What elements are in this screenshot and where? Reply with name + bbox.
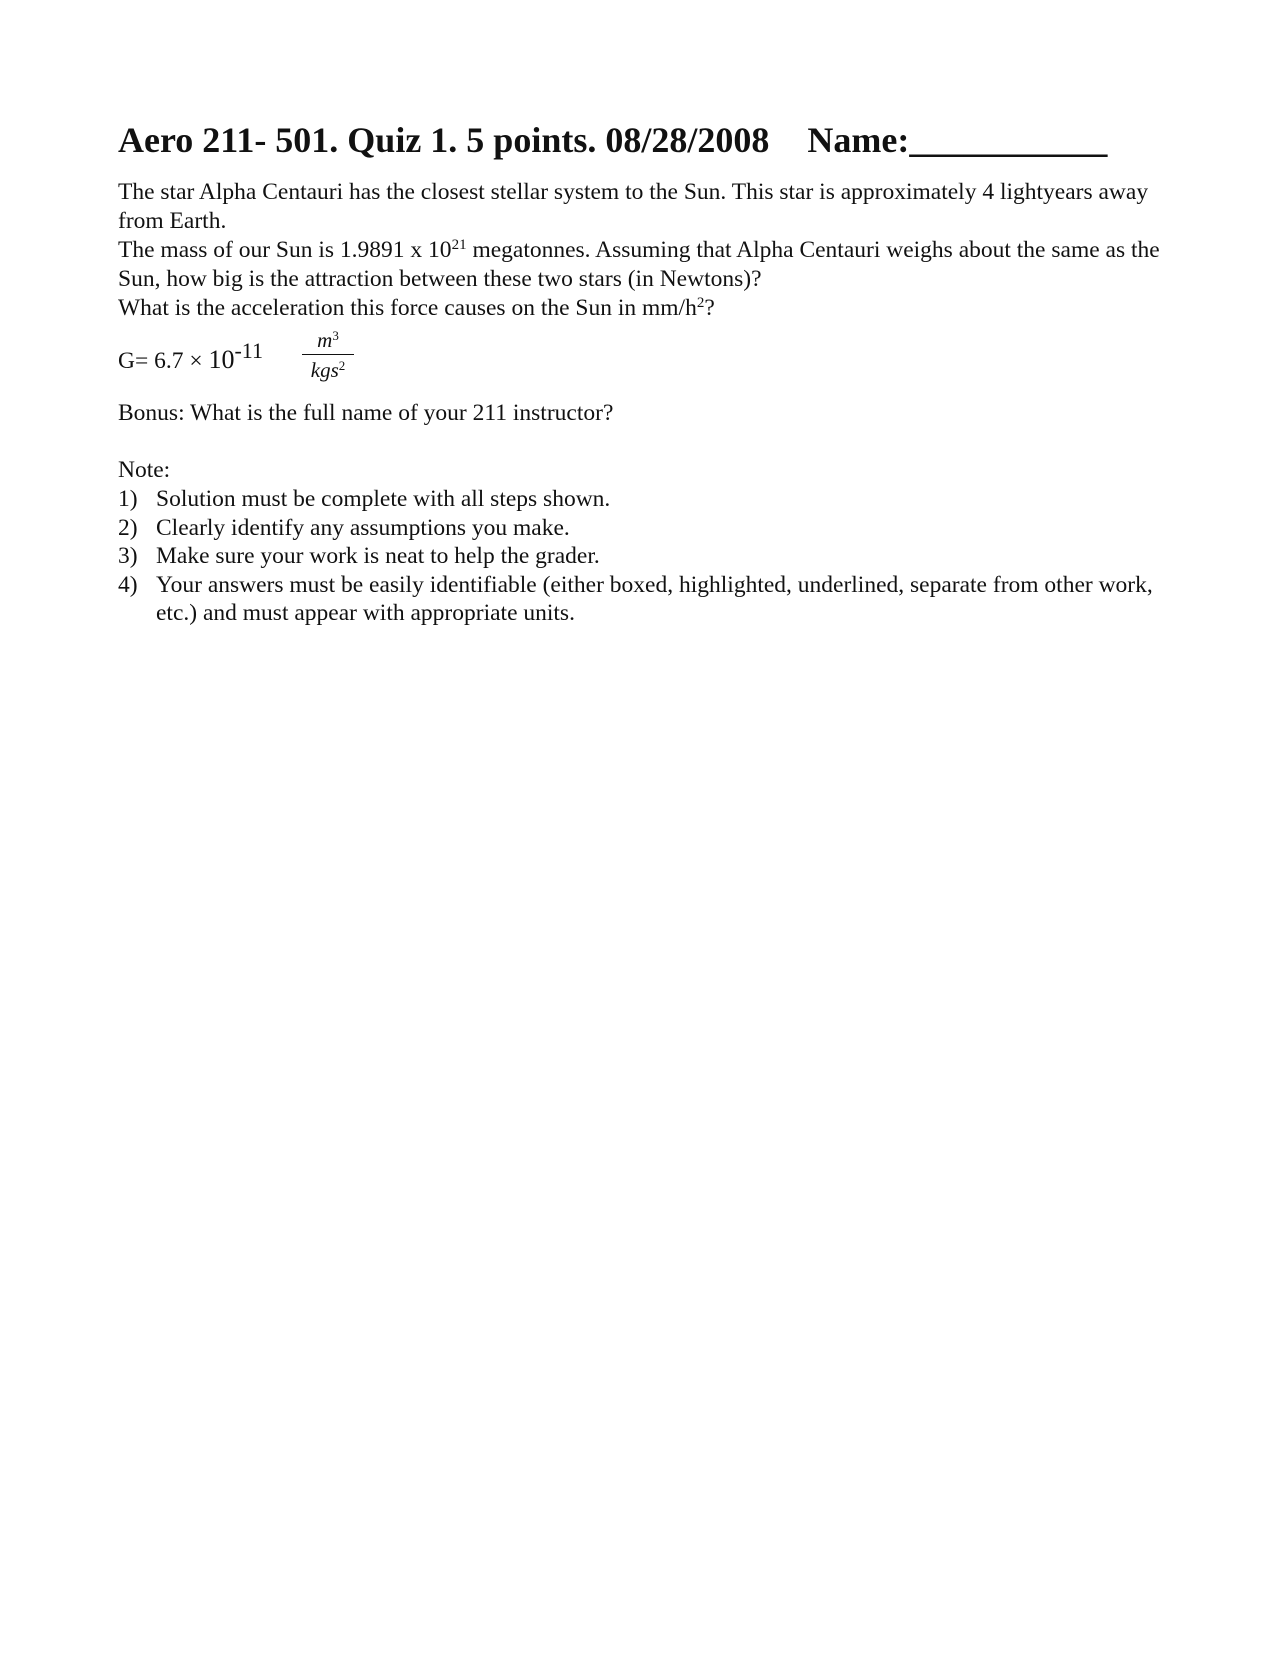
- paragraph-alpha-centauri: [118, 178, 1168, 236]
- item-number: 3): [118, 543, 138, 569]
- quiz-header: Aero 211- 501. Quiz 1. 5 points. 08/28/2008: [118, 120, 770, 160]
- fraction-bar: [302, 354, 354, 355]
- formula-base: 10: [208, 345, 235, 374]
- paragraph-1-text: The star Alpha Centauri has the closest stellar system to the Sun. This star is approximately 4 lightyears away from Earth.: [118, 179, 1149, 234]
- name-field: Name:___________: [807, 120, 1108, 160]
- paragraph-sun-mass: [118, 236, 1168, 294]
- fraction-denominator: [302, 357, 354, 383]
- list-item: [118, 571, 1168, 628]
- formula-units-fraction: [302, 327, 354, 383]
- list-item: [118, 514, 1168, 543]
- gravitational-constant-formula: [118, 327, 1168, 393]
- note-list: [118, 485, 1168, 628]
- paragraph-2-end: megatonnes. Assuming that Alpha Centauri weighs about the same as the Sun, how big is the attraction between these two stars (in Newtons)?: [118, 237, 1160, 292]
- item-text: Make sure your work is neat to help the grader.: [156, 543, 600, 569]
- bonus-question: Bonus: What is the full name of your 211 instructor?: [118, 400, 614, 426]
- formula-exponent: -11: [234, 338, 263, 364]
- list-item: [118, 485, 1168, 514]
- paragraph-3-end: ?: [704, 295, 715, 321]
- item-number: 4): [118, 571, 138, 598]
- denominator-unit: kgs: [310, 358, 339, 382]
- denominator-exponent: 2: [338, 357, 346, 373]
- document-page: [118, 120, 1168, 628]
- formula-prefix: G= 6.7 ×: [118, 348, 209, 374]
- paragraph-3-start: What is the acceleration this force causes on the Sun in mm/h: [118, 295, 697, 321]
- paragraph-2-start: The mass of our Sun is 1.9891 x 10: [118, 237, 452, 263]
- unit-exponent: 2: [696, 294, 705, 311]
- numerator-exponent: 3: [332, 327, 339, 343]
- fraction-numerator: [302, 327, 354, 353]
- item-text: Clearly identify any assumptions you make.: [156, 514, 570, 541]
- paragraph-acceleration: [118, 294, 1168, 323]
- item-number: 2): [118, 514, 138, 541]
- numerator-unit: m: [317, 328, 333, 352]
- item-text: Solution must be complete with all steps shown.: [156, 486, 611, 512]
- item-text: Your answers must be easily identifiable (either boxed, highlighted, underlined, separate from other work, etc.) and must appear with appropriate units.: [156, 571, 1153, 626]
- quiz-title: [118, 120, 1168, 160]
- list-item: [118, 542, 1168, 571]
- note-heading: Note:: [118, 457, 171, 483]
- mass-exponent: 21: [451, 236, 467, 253]
- item-number: 1): [118, 486, 138, 512]
- formula-lhs: [118, 338, 263, 375]
